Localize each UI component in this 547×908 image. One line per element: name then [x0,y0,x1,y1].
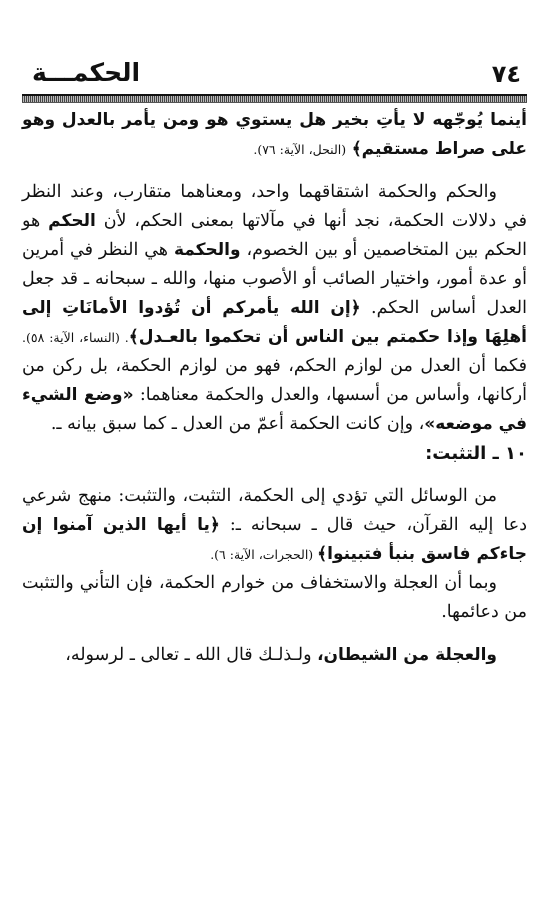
bold-term: والحكمة [173,240,241,260]
text-span: هو الحكم بين المتخاصمين أو بين الخصوم، [22,211,527,260]
text-span: ، وإن كانت الحكمة أعمّ من العدل ـ كما سبق بيانه ـ. [50,414,425,434]
text-span: وبما أن العجلة والاستخفاف من خوارم الحكمة، فإن التأني والتثبت من دعائمها. [22,573,527,622]
quran-quote: ﴿يا أيها الذين آمنوا إن جاءكم فاسق بنبأ فتبينوا﴾ [22,515,527,564]
page-body [22,106,527,670]
citation: (الحجرات، الآية: ٦). [210,547,318,562]
bold-definition: «وضع الشيء في موضعه» [22,385,527,434]
paragraph-hukm-hikma [22,178,527,439]
text-span: فكما أن العدل من لوازم الحكم، فهو من لوازم الحكمة، بل ركن من أركانها، وأساس من أسسها، والعدل والحكمة معناهما: [22,356,527,405]
page-header [22,0,527,106]
running-title: الحكمـــة [32,58,141,87]
header-divider [22,94,527,103]
paragraph-shaytan [22,641,527,670]
citation: . (النساء، الآية: ٥٨). [22,330,129,345]
page-number: ٧٤ [491,60,521,88]
paragraph-tathabbut [22,482,527,569]
text-span: ولـذلـك قال الله ـ تعالى ـ لرسوله، [65,645,318,665]
section-heading: ١٠ ـ التثبت: [425,443,527,464]
paragraph-quote-continuation [22,106,527,164]
quran-quote: ﴿إن الله يأمركم أن تُؤدوا الأمانَاتِ إلى أهلِهَا وإذا حكمتم بين الناس أن تحكموا بالعـدل﴾ [22,298,527,347]
text-span: من الوسائل التي تؤدي إلى الحكمة، التثبت، والتثبت: منهج شرعي دعا إليه القرآن، حيث قال ـ سبحانه ـ: [22,486,527,535]
paragraph-haste [22,569,527,627]
text-span: هي النظر في أمرين أو عدة أمور، واختيار الصائب أو الأصوب منها، والله ـ سبحانه ـ قد جعل العدل أساس الحكم. [22,240,527,318]
bold-phrase: والعجلة من الشيطان، [317,645,497,665]
quran-quote: أينما يُوجّهه لا يأتِ بخير هل يستوي هو ومن يأمر بالعدل وهو على صراط مستقيم﴾ [22,110,527,159]
citation: (النحل، الآية: ٧٦). [253,142,347,157]
bold-term: الحكم [48,211,96,231]
text-span: والحكم والحكمة اشتقاقهما واحد، ومعناهما متقارب، وعند النظر في دلالات الحكمة، نجد أنها في مآلاتها بمعنى الحكم، لأن [22,182,527,231]
